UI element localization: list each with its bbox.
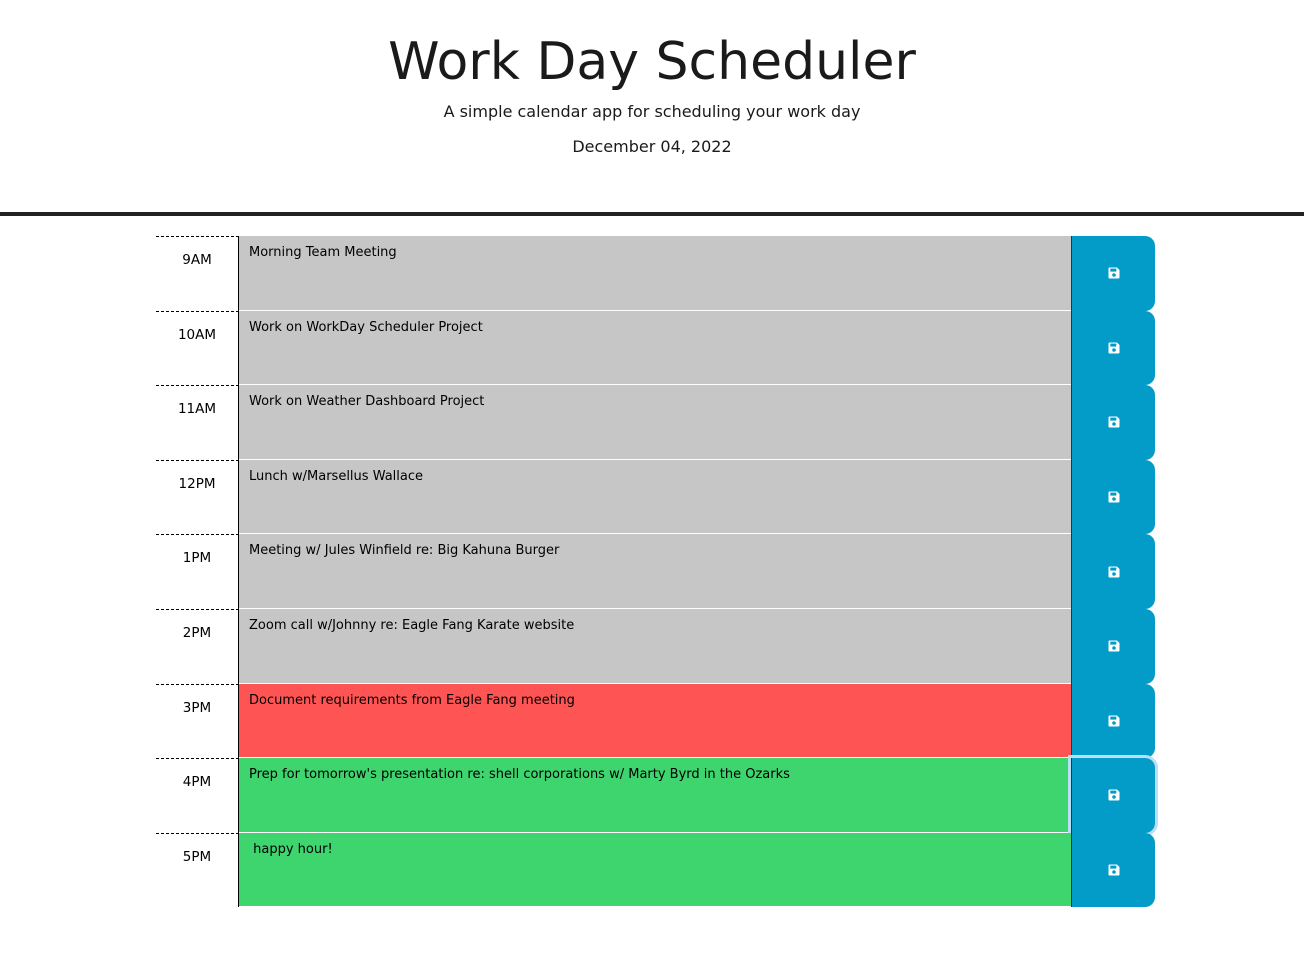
floppy-disk-icon: [1108, 566, 1120, 578]
hour-label: 12PM: [156, 460, 239, 535]
hour-label: 10AM: [156, 311, 239, 386]
hour-label: 1PM: [156, 534, 239, 609]
hour-label: 11AM: [156, 385, 239, 460]
event-description-input[interactable]: [239, 534, 1071, 609]
time-block-12pm: [156, 460, 1155, 535]
header: [0, 0, 1304, 216]
save-button[interactable]: [1071, 385, 1155, 460]
event-description-input[interactable]: [239, 311, 1071, 386]
time-block-9am: [156, 236, 1155, 311]
event-description-input[interactable]: [239, 236, 1071, 311]
save-button[interactable]: [1071, 758, 1155, 833]
time-block-5pm: [156, 833, 1155, 908]
save-button[interactable]: [1071, 460, 1155, 535]
floppy-disk-icon: [1108, 416, 1120, 428]
time-block-1pm: [156, 534, 1155, 609]
schedule-container: [156, 236, 1155, 907]
hour-label: 4PM: [156, 758, 239, 833]
hour-label: 5PM: [156, 833, 239, 908]
hour-label: 3PM: [156, 684, 239, 759]
hour-label: 2PM: [156, 609, 239, 684]
time-block-2pm: [156, 609, 1155, 684]
save-button[interactable]: [1071, 833, 1155, 908]
save-button[interactable]: [1071, 534, 1155, 609]
event-description-input[interactable]: [239, 684, 1071, 759]
save-button[interactable]: [1071, 236, 1155, 311]
floppy-disk-icon: [1108, 864, 1120, 876]
save-button[interactable]: [1071, 609, 1155, 684]
event-description-input[interactable]: [239, 385, 1071, 460]
floppy-disk-icon: [1108, 342, 1120, 354]
time-block-3pm: [156, 684, 1155, 759]
event-description-input[interactable]: [239, 833, 1071, 908]
time-block-4pm: [156, 758, 1155, 833]
save-button[interactable]: [1071, 311, 1155, 386]
current-date: December 04, 2022: [572, 137, 732, 156]
page-subtitle: A simple calendar app for scheduling your work day: [443, 102, 861, 121]
floppy-disk-icon: [1108, 267, 1120, 279]
floppy-disk-icon: [1108, 789, 1120, 801]
floppy-disk-icon: [1108, 715, 1120, 727]
time-block-10am: [156, 311, 1155, 386]
floppy-disk-icon: [1108, 640, 1120, 652]
event-description-input[interactable]: [239, 460, 1071, 535]
save-button[interactable]: [1071, 684, 1155, 759]
event-description-input[interactable]: [239, 758, 1071, 833]
hour-label: 9AM: [156, 236, 239, 311]
event-description-input[interactable]: [239, 609, 1071, 684]
floppy-disk-icon: [1108, 491, 1120, 503]
time-block-11am: [156, 385, 1155, 460]
page-title: Work Day Scheduler: [388, 32, 916, 92]
